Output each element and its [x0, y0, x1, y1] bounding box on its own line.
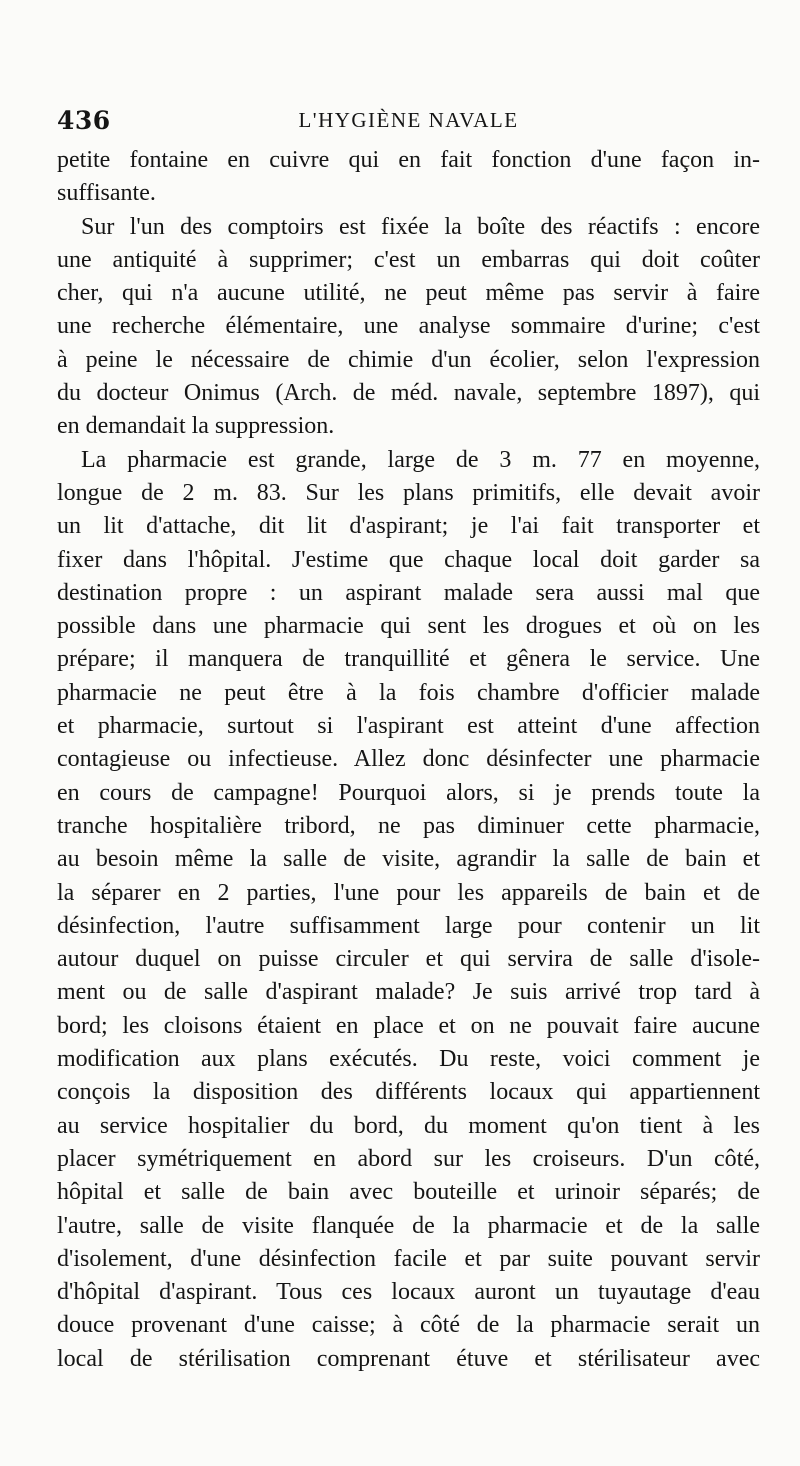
text-line: tranche hospitalière tribord, ne pas diminuer cette pharmacie, [57, 812, 760, 839]
text-line: cher, qui n'a aucune utilité, ne peut même pas servir à faire [57, 280, 760, 307]
text-line: ment ou de salle d'aspirant malade? Je suis arrivé trop tard à [57, 979, 760, 1006]
text-line: l'autre, salle de visite flanquée de la pharmacie et de la salle [57, 1212, 760, 1239]
text-line: douce provenant d'une caisse; à côté de la pharmacie serait un [57, 1312, 760, 1339]
text-line: placer symétriquement en abord sur les croiseurs. D'un côté, [57, 1145, 760, 1172]
text-line: d'hôpital d'aspirant. Tous ces locaux auront un tuyautage d'eau [57, 1279, 760, 1306]
text-line: local de stérilisation comprenant étuve et stérilisateur avec [57, 1345, 760, 1372]
text-line: un lit d'attache, dit lit d'aspirant; je l'ai fait transporter et [57, 513, 760, 540]
text-line: pharmacie ne peut être à la fois chambre d'officier malade [57, 679, 760, 706]
text-line: possible dans une pharmacie qui sent les drogues et où on les [57, 613, 760, 640]
text-line: petite fontaine en cuivre qui en fait fonction d'une façon in- [57, 147, 760, 173]
text-line: au besoin même la salle de visite, agrandir la salle de bain et [57, 846, 760, 873]
text-line: en demandait la suppression. [57, 413, 335, 440]
running-title: L'HYGIÈNE NAVALE [298, 108, 519, 132]
text-line: la séparer en 2 parties, l'une pour les appareils de bain et de [57, 879, 760, 906]
text-line: hôpital et salle de bain avec bouteille et urinoir séparés; de [57, 1179, 760, 1206]
text-line: au service hospitalier du bord, du moment qu'on tient à les [57, 1112, 760, 1139]
text-line: autour duquel on puisse circuler et qui servira de salle d'isole- [57, 946, 760, 973]
text-line: prépare; il manquera de tranquillité et gênera le service. Une [57, 646, 760, 673]
text-line: d'isolement, d'une désinfection facile et par suite pouvant servir [57, 1245, 760, 1272]
text-line: longue de 2 m. 83. Sur les plans primitifs, elle devait avoir [57, 479, 760, 506]
text-line: Sur l'un des comptoirs est fixée la boîte des réactifs : encore [81, 213, 760, 240]
text-line: en cours de campagne! Pourquoi alors, si je prends toute la [57, 779, 760, 806]
text-line: une recherche élémentaire, une analyse sommaire d'urine; c'est [57, 313, 760, 340]
text-line: du docteur Onimus (Arch. de méd. navale, septembre 1897), qui [57, 380, 760, 407]
page-number: 436 [57, 106, 111, 135]
text-line: destination propre : un aspirant malade sera aussi mal que [57, 579, 760, 606]
text-line: conçois la disposition des différents locaux qui appartiennent [57, 1079, 760, 1106]
text-line: fixer dans l'hôpital. J'estime que chaque local doit garder sa [57, 546, 760, 573]
page-header [57, 106, 760, 140]
body-text [57, 144, 760, 1376]
text-line: à peine le nécessaire de chimie d'un écolier, selon l'expression [57, 346, 760, 373]
text-line: désinfection, l'autre suffisamment large pour contenir un lit [57, 912, 760, 939]
text-line: contagieuse ou infectieuse. Allez donc désinfecter une pharmacie [57, 746, 760, 773]
text-line: La pharmacie est grande, large de 3 m. 77 en moyenne, [81, 446, 760, 473]
text-line: suffisante. [57, 180, 156, 207]
text-line: bord; les cloisons étaient en place et on ne pouvait faire aucune [57, 1012, 760, 1039]
text-line: modification aux plans exécutés. Du reste, voici comment je [57, 1046, 760, 1073]
text-line: une antiquité à supprimer; c'est un embarras qui doit coûter [57, 246, 760, 273]
text-line: et pharmacie, surtout si l'aspirant est atteint d'une affection [57, 713, 760, 740]
